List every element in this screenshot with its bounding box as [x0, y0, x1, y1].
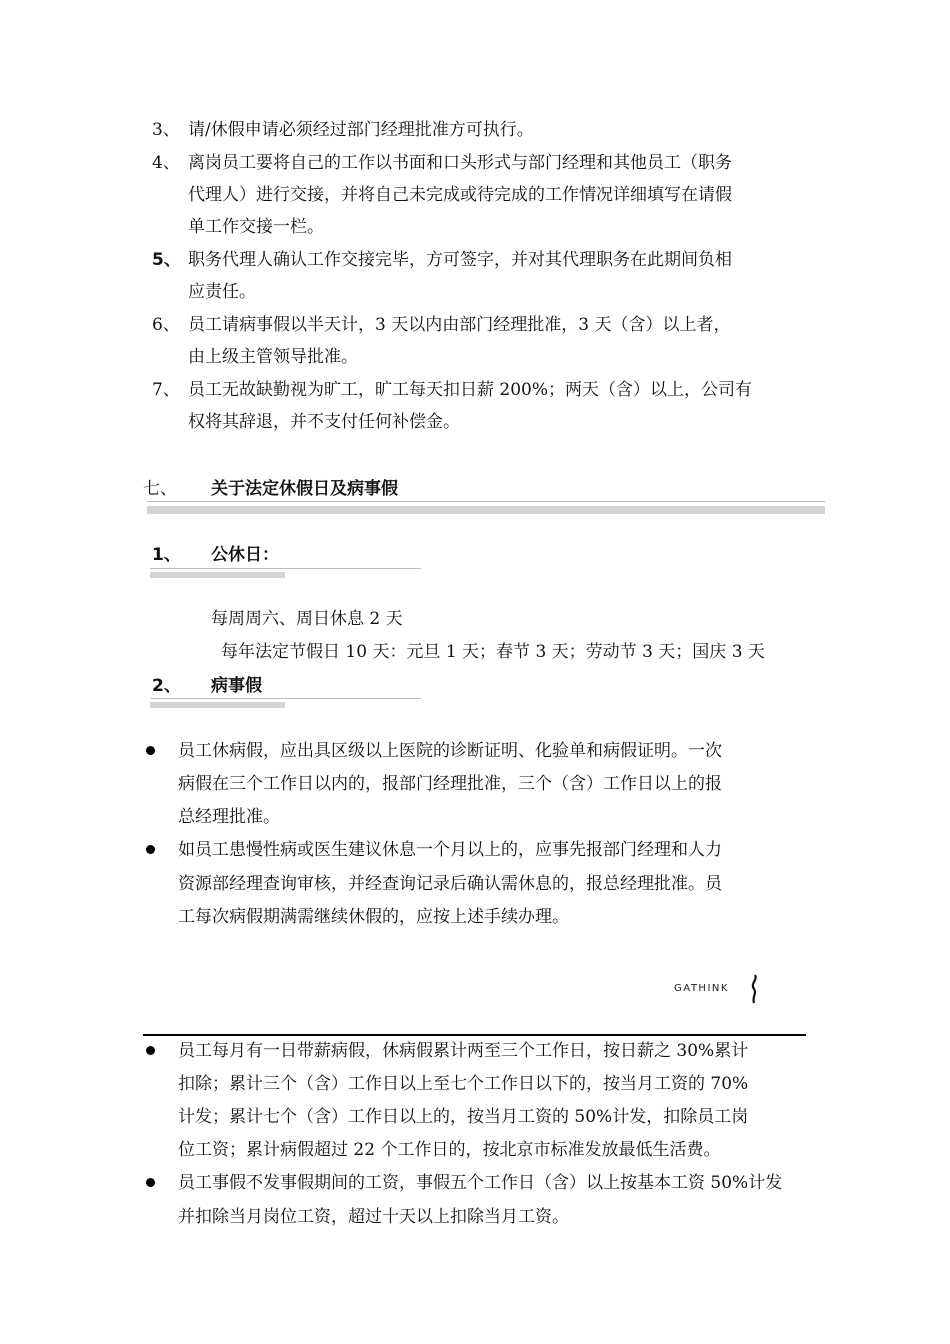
company-logo	[674, 974, 766, 1004]
list-item-line: 单工作交接一栏。	[188, 217, 324, 237]
list-item-line: 应责任。	[188, 282, 256, 302]
subsection-rule-thin	[150, 568, 421, 569]
subsection-title: 病事假	[211, 676, 262, 696]
list-item-line: 请/休假申请必须经过部门经理批准方可执行。	[188, 120, 534, 140]
subsection-rule-thin	[150, 698, 421, 699]
subsection-title: 公休日：	[211, 545, 279, 565]
section-rule-bar	[147, 506, 825, 514]
list-item-line: 职务代理人确认工作交接完毕，方可签字，并对其代理职务在此期间负相	[188, 250, 732, 270]
bullet-line: 员工每月有一日带薪病假，休病假累计两至三个工作日，按日薪之 30%累计	[178, 1041, 749, 1061]
bullet-line: 总经理批准。	[178, 807, 280, 827]
bullet-icon	[146, 1178, 155, 1187]
list-item-line: 由上级主管领导批准。	[188, 347, 358, 367]
bullet-line: 扣除；累计三个（含）工作日以上至七个工作日以下的，按当月工资的 70%	[178, 1074, 749, 1094]
subsection-rule-bar	[150, 572, 285, 578]
list-item-line: 代理人）进行交接，并将自己未完成或待完成的工作情况详细填写在请假	[188, 185, 732, 205]
list-item-line: 员工请病事假以半天计，3 天以内由部门经理批准，3 天（含）以上者，	[188, 315, 731, 335]
list-number: 7、	[152, 380, 180, 400]
paragraph-line: 每年法定节假日 10 天：元旦 1 天；春节 3 天；劳动节 3 天；国庆 3 天	[221, 642, 765, 662]
page-divider	[143, 1034, 806, 1036]
logo-text: GATHINK	[674, 983, 729, 994]
bullet-line: 计发；累计七个（含）工作日以上的，按当月工资的 50%计发，扣除员工岗	[178, 1107, 749, 1127]
list-item-line: 员工无故缺勤视为旷工，旷工每天扣日薪 200%；两天（含）以上，公司有	[188, 380, 753, 400]
list-number: 4、	[152, 153, 180, 173]
section-rule-thin	[147, 501, 825, 502]
section-number: 七、	[143, 479, 177, 499]
bullet-line: 并扣除当月岗位工资，超过十天以上扣除当月工资。	[178, 1207, 569, 1227]
list-item-line: 离岗员工要将自己的工作以书面和口头形式与部门经理和其他员工（职务	[188, 153, 732, 173]
list-item-line: 权将其辞退，并不支付任何补偿金。	[188, 412, 460, 432]
list-number: 3、	[152, 120, 180, 140]
subsection-number: 1、	[152, 545, 181, 565]
bullet-line: 如员工患慢性病或医生建议休息一个月以上的，应事先报部门经理和人力	[178, 840, 722, 860]
logo-mark-icon	[746, 974, 764, 1004]
list-number: 6、	[152, 315, 180, 335]
bullet-icon	[146, 845, 155, 854]
bullet-line: 资源部经理查询审核，并经查询记录后确认需休息的，报总经理批准。员	[178, 874, 722, 894]
list-number: 5、	[152, 250, 181, 270]
section-title: 关于法定休假日及病事假	[211, 479, 398, 499]
bullet-line: 员工事假不发事假期间的工资，事假五个工作日（含）以上按基本工资 50%计发	[178, 1173, 783, 1193]
bullet-line: 位工资；累计病假超过 22 个工作日的，按北京市标准发放最低生活费。	[178, 1140, 721, 1160]
subsection-rule-bar	[150, 702, 285, 708]
subsection-number: 2、	[152, 676, 181, 696]
bullet-line: 病假在三个工作日以内的，报部门经理批准，三个（含）工作日以上的报	[178, 774, 722, 794]
bullet-icon	[146, 746, 155, 755]
bullet-line: 工每次病假期满需继续休假的，应按上述手续办理。	[178, 907, 569, 927]
bullet-icon	[146, 1046, 155, 1055]
paragraph-line: 每周周六、周日休息 2 天	[211, 609, 403, 629]
bullet-line: 员工休病假，应出具区级以上医院的诊断证明、化验单和病假证明。一次	[178, 741, 722, 761]
